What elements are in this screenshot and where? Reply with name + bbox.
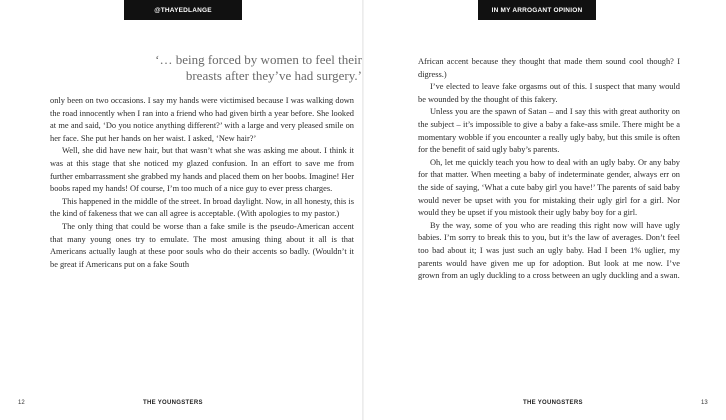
paragraph: By the way, some of you who are reading this right now will have ugly babies. I’m sorry to break this to you, but it’s the law of averages. Don’t feel too bad about it; I was just such an ugly baby. Had I been 1% uglier, my parents would have given me up for adoption. But look at me now. I’ve grown from an ugly duckling to a cross between an ugly duckling and a swan. <box>418 220 680 281</box>
right-page-text <box>418 56 680 283</box>
author-handle-tab: @THAYEDLANGE <box>124 0 242 20</box>
paragraph: This happened in the middle of the street. In broad daylight. Now, in all honesty, this is the kind of fakeness that we can all agree is acceptable. (With apologies to my pastor.) <box>50 196 354 219</box>
chapter-title-tab: IN MY ARROGANT OPINION <box>478 0 596 20</box>
left-page-text <box>50 95 354 271</box>
page-number-left: 12 <box>18 400 25 406</box>
pull-quote-line: ‘… being forced by women to feel their <box>155 52 362 67</box>
paragraph: The only thing that could be worse than a fake smile is the pseudo-American accent that many young ones try to emulate. The most amusing thing about it all is that Americans actually laugh at these poor souls who do their accents so badly. (Wouldn’t it be great if Americans put on a fake South <box>50 221 354 269</box>
paragraph: Oh, let me quickly teach you how to deal with an ugly baby. Or any baby for that matter. When meeting a baby of indeterminate gender, always err on the side of saying, ‘What a cute baby girl you have!’ The parents of said baby would never be upset with you for mistaking their ugly girl for a girl. Nor would they be upset if you mistook their ugly baby boy for a girl. <box>418 157 680 218</box>
page-number-right: 13 <box>701 400 708 406</box>
paragraph: I’ve elected to leave fake orgasms out of this. I suspect that many would be wounded by the thought of this fakery. <box>418 82 680 104</box>
pull-quote <box>130 52 362 84</box>
footer-book-title-right: THE YOUNGSTERS <box>523 400 583 406</box>
paragraph: African accent because they thought that made them sound cool though? I digress.) <box>418 57 680 79</box>
book-gutter <box>362 0 364 420</box>
paragraph: Well, she did have new hair, but that wasn’t what she was asking me about. I think it was at this stage that she noticed my glazed confusion. In an effort to save me from further embarrassment she grabbed my hands and placed them on her boobs. Imagine! Her boobs raped my hands! Of course, I’m too much of a nice guy to ever press charges. <box>50 146 354 194</box>
pull-quote-line: breasts after they’ve had surgery.’ <box>185 68 362 83</box>
paragraph: Unless you are the spawn of Satan – and I say this with great authority on the subject – it’s impossible to give a baby a fake-ass smile. There might be a momentary wobble if you encounter a really ugly baby, but this smile is often for the benefit of said ugly baby’s parents. <box>418 107 680 155</box>
paragraph: only been on two occasions. I say my hands were victimised because I was walking down the road innocently when I ran into a friend who had given birth a year before. She looked at me and said, ‘Do you notice anything different?’ with a large and very pleased smile on her face. She put her hands on her waist. I asked, ‘New hair?’ <box>50 96 354 143</box>
footer-book-title-left: THE YOUNGSTERS <box>143 400 203 406</box>
